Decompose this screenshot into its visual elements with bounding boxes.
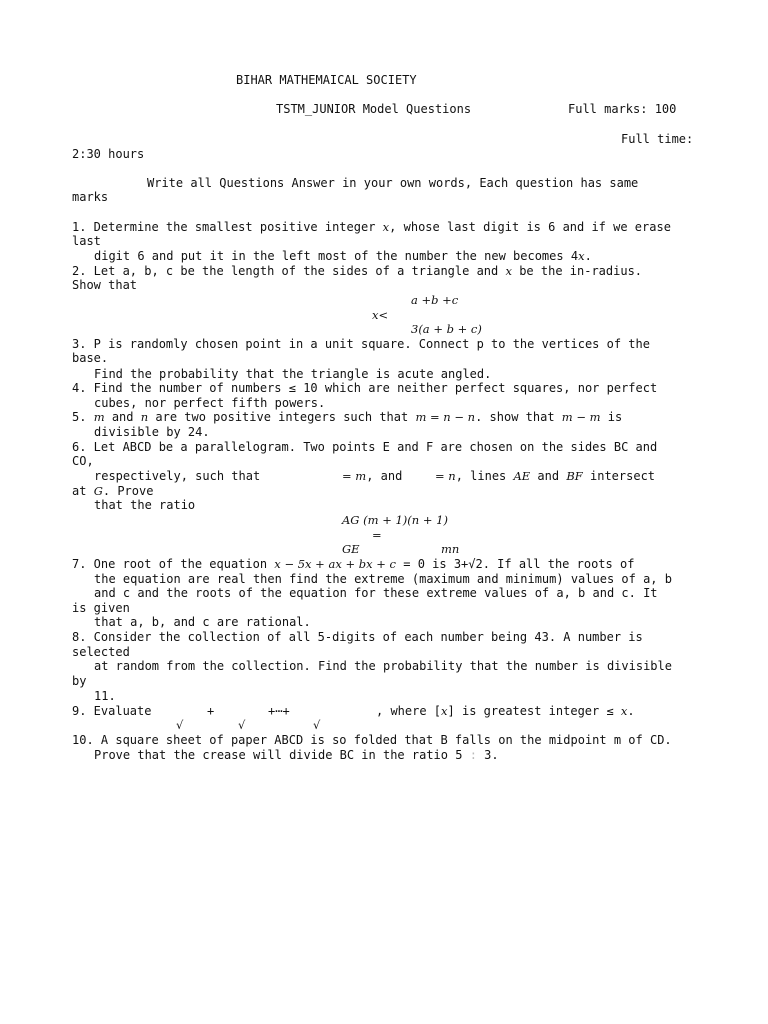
- question-6-line-3b: [342, 469, 402, 483]
- q5-text-a: 5.: [72, 410, 94, 424]
- society-title: BIHAR MATHEMAICAL SOCIETY: [236, 73, 417, 87]
- question-4-line-1: 4. Find the number of numbers ≤ 10 which are neither perfect squares, nor perfect: [72, 381, 658, 395]
- q2-formula-lhs: x<: [372, 308, 389, 322]
- q5-text-e: is: [600, 410, 623, 424]
- full-time-label: Full time:: [621, 132, 694, 146]
- question-8-line-4: by: [72, 674, 87, 688]
- instructions-line-2: marks: [72, 190, 109, 204]
- q6-formula-numerator: AG (m + 1)(n + 1): [342, 513, 448, 527]
- q6-ratio-m: = m: [342, 469, 367, 483]
- q2-text-a: 2. Let a, b, c be the length of the sides of a triangle and: [72, 264, 506, 278]
- question-7-line-3: and c and the roots of the equation for these extreme values of a, b and c. It: [94, 586, 658, 600]
- q5-var-n: n: [140, 410, 149, 424]
- question-2-line-1: [72, 264, 642, 278]
- q6-text-at: at: [72, 484, 94, 498]
- question-9-tail: [376, 704, 635, 718]
- question-9-label: 9. Evaluate: [72, 704, 152, 718]
- q6-text-and-2: and: [530, 469, 567, 483]
- question-1-line-1: [72, 220, 671, 234]
- question-7-line-2: the equation are real then find the extreme (maximum and minimum) values of a, b: [94, 572, 672, 586]
- q5-text-b: and: [104, 410, 141, 424]
- question-6-line-3c: [435, 469, 655, 483]
- question-8-line-3: at random from the collection. Find the probability that the number is divisible: [94, 659, 672, 673]
- q2-text-b: be the in-radius.: [511, 264, 643, 278]
- q2-formula-denominator: 3(a + b + c): [411, 322, 482, 336]
- q9-text-period: .: [627, 704, 635, 718]
- question-8-line-1: 8. Consider the collection of all 5-digits of each number being 43. A number is: [72, 630, 643, 644]
- q1-var-x: x: [382, 220, 390, 234]
- q6-ratio-n: = n: [435, 469, 456, 483]
- q6-text-intersect: intersect: [582, 469, 656, 483]
- question-6-line-2: CO,: [72, 454, 94, 468]
- q5-text-c: are two positive integers such that: [148, 410, 416, 424]
- q1-text-c: digit 6 and put it in the left most of the number the new becomes 4: [94, 249, 579, 263]
- full-time-value: 2:30 hours: [72, 147, 145, 161]
- question-6-line-5: that the ratio: [94, 498, 196, 512]
- q10-ratio-colon: :: [469, 748, 477, 762]
- q6-line-bf: BF: [566, 469, 583, 483]
- q9-sqrt-3: √: [313, 718, 321, 732]
- question-8-line-2: selected: [72, 645, 130, 659]
- question-4-line-2: cubes, nor perfect fifth powers.: [94, 396, 326, 410]
- q6-text-lines: , lines: [455, 469, 514, 483]
- q6-text-and: , and: [366, 469, 403, 483]
- question-6-line-1: 6. Let ABCD be a parallelogram. Two points E and F are chosen on the sides BC and: [72, 440, 658, 454]
- question-7-line-4: is given: [72, 601, 130, 615]
- exam-title: TSTM_JUNIOR Model Questions: [276, 102, 472, 116]
- q9-var-x-2: x: [620, 704, 628, 718]
- q2-formula-numerator: a +b +c: [411, 293, 459, 307]
- q1-var-x-2: x: [578, 249, 585, 263]
- question-10-line-1: 10. A square sheet of paper ABCD is so folded that B falls on the midpoint m of CD.: [72, 733, 672, 747]
- question-1-line-2: last: [72, 234, 101, 248]
- question-3-line-3: Find the probability that the triangle is acute angled.: [94, 367, 492, 381]
- q6-text-prove: . Prove: [102, 484, 154, 498]
- question-5-line-1: [72, 410, 622, 424]
- q5-expression: m − m: [561, 410, 601, 424]
- instructions-line-1: Write all Questions Answer in your own words, Each question has same: [147, 176, 639, 190]
- q5-var-m: m: [93, 410, 105, 424]
- q10-text-b: 3.: [476, 748, 499, 762]
- question-3-line-1: 3. P is randomly chosen point in a unit square. Connect p to the vertices of the: [72, 337, 650, 351]
- q1-text-d: .: [584, 249, 592, 263]
- q2-var-x: x: [505, 264, 512, 278]
- question-7-line-1: [72, 557, 634, 571]
- q9-var-x: x: [441, 704, 448, 718]
- question-2-line-2: Show that: [72, 278, 138, 292]
- question-7-line-5: that a, b, and c are rational.: [94, 615, 311, 629]
- q6-formula-equals: =: [372, 528, 382, 542]
- q6-formula-denominator-right: mn: [441, 542, 460, 556]
- q10-text-a: Prove that the crease will divide BC in the ratio 5: [94, 748, 470, 762]
- q9-text-greatest: ] is greatest integer ≤: [447, 704, 621, 718]
- q7-text-b: = 0 is 3+√2. If all the roots of: [396, 557, 635, 571]
- q9-sqrt-1: √: [176, 718, 184, 732]
- question-5-line-2: divisible by 24.: [94, 425, 210, 439]
- question-6-line-4: [72, 484, 153, 498]
- question-1-line-3: [94, 249, 592, 263]
- q5-text-d: . show that: [475, 410, 562, 424]
- question-6-line-3a: respectively, such that: [94, 469, 261, 483]
- q7-equation: x − 5x + ax + bx + c: [274, 557, 397, 571]
- q1-text-a: 1. Determine the smallest positive integer: [72, 220, 383, 234]
- q5-equation: m = n − n: [415, 410, 476, 424]
- q6-point-g: G: [93, 484, 103, 498]
- q9-text-where: , where [: [376, 704, 442, 718]
- question-8-line-5: 11.: [94, 689, 116, 703]
- q9-plus-ellipsis: +⋯+: [268, 704, 290, 718]
- q9-plus-1: +: [207, 704, 215, 718]
- full-marks: Full marks: 100: [568, 102, 677, 116]
- q7-text-a: 7. One root of the equation: [72, 557, 275, 571]
- question-3-line-2: base.: [72, 351, 109, 365]
- q1-text-b: , whose last digit is 6 and if we erase: [389, 220, 671, 234]
- q6-line-ae: AE: [513, 469, 531, 483]
- q9-sqrt-2: √: [238, 718, 246, 732]
- q6-formula-denominator-left: GE: [342, 542, 360, 556]
- question-10-line-2: [94, 748, 499, 762]
